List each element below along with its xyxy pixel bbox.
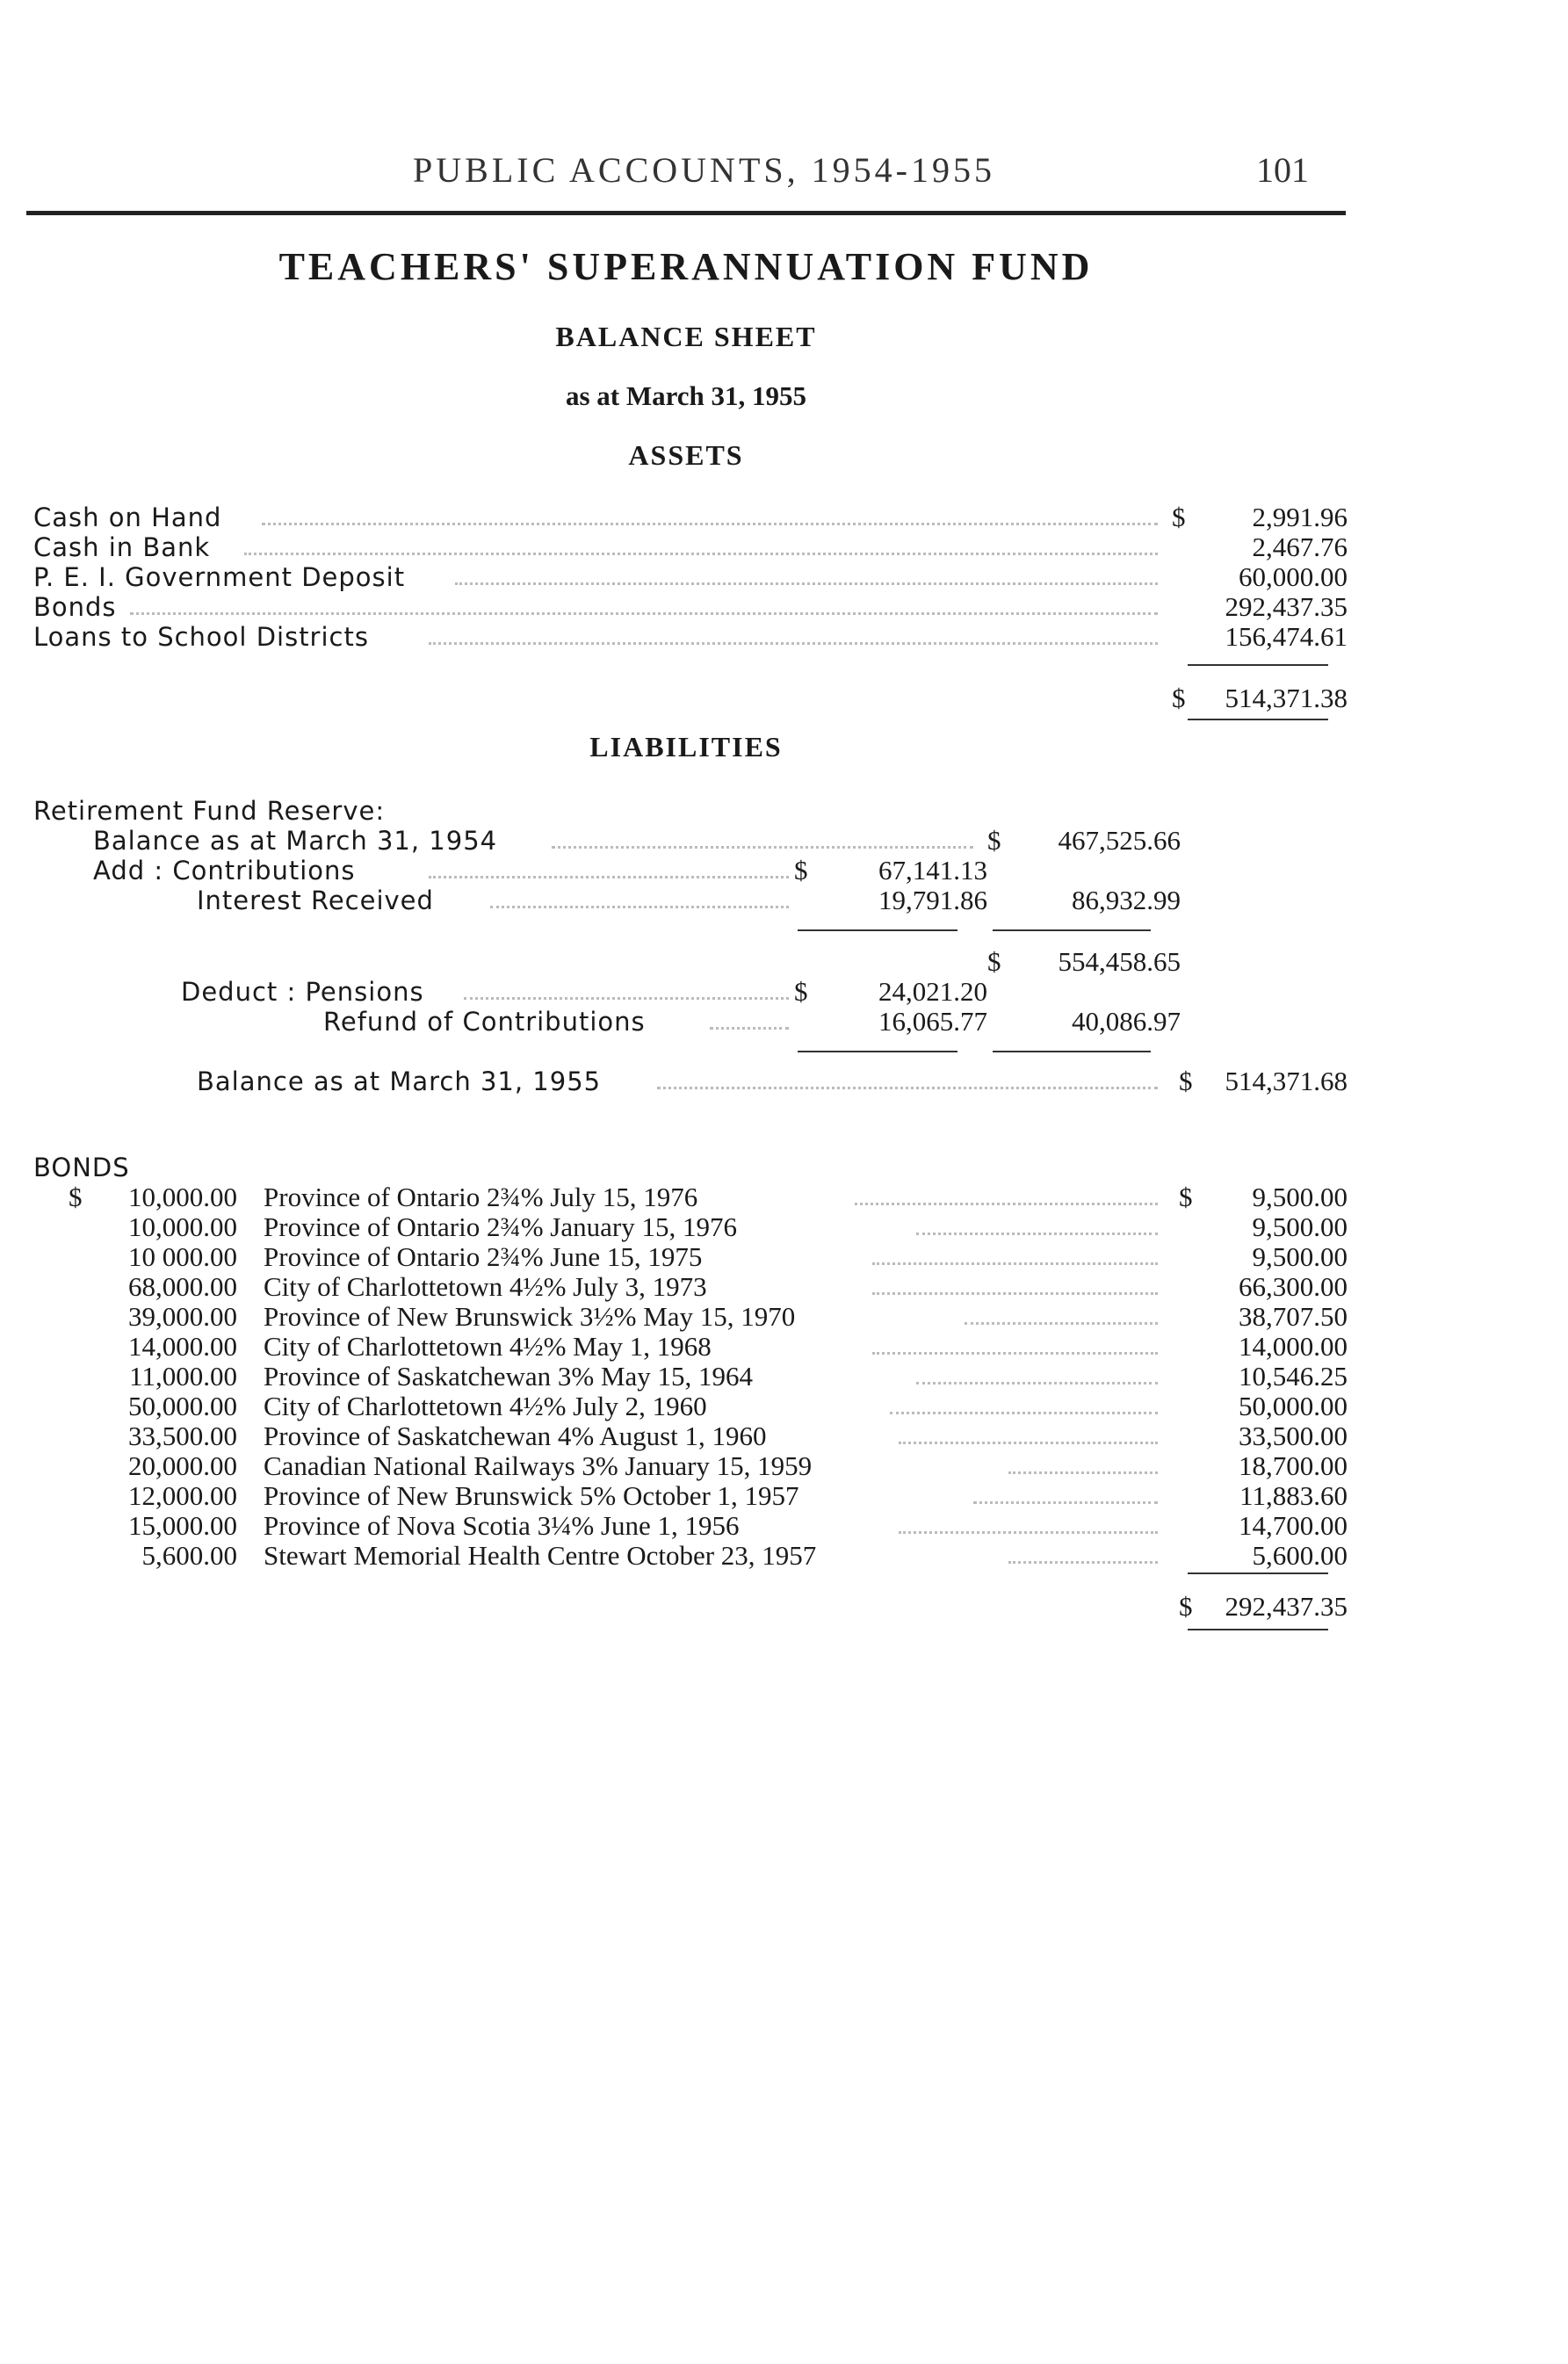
bond-description: Province of Nova Scotia 3¼% June 1, 1956 [264, 1510, 740, 1541]
dot-leader [455, 582, 1158, 585]
bond-book-value: 50,000.00 [1239, 1391, 1348, 1421]
bond-book-value: 38,707.50 [1239, 1301, 1348, 1332]
closing-balance-amount: 514,371.68 [1225, 1066, 1348, 1096]
subtotal-row [33, 947, 1351, 977]
bond-description: Canadian National Railways 3% January 15, 1959 [264, 1450, 813, 1481]
interest-row [33, 886, 1351, 915]
bond-book-value: 33,500.00 [1239, 1421, 1348, 1451]
bond-row [33, 1182, 1351, 1212]
page-number: 101 [1256, 150, 1309, 190]
assets-heading: ASSETS [628, 439, 744, 471]
currency-symbol: $ [1179, 1591, 1193, 1622]
currency-symbol: $ [794, 855, 808, 886]
bond-row [33, 1511, 1351, 1541]
asset-amount: 60,000.00 [1239, 561, 1348, 592]
asset-row [33, 622, 1351, 652]
asset-label: Cash on Hand [33, 502, 222, 532]
contributions-label: Add : Contributions [93, 856, 356, 886]
bond-description: Province of Ontario 2¾% July 15, 1976 [264, 1182, 698, 1212]
dot-leader [464, 997, 789, 1000]
currency-symbol: $ [69, 1182, 83, 1212]
dot-leader [130, 612, 1158, 615]
asset-label: Bonds [33, 592, 117, 622]
bond-row [33, 1332, 1351, 1362]
total-rule [1188, 1572, 1328, 1574]
bond-description: City of Charlottetown 4½% July 2, 1960 [264, 1391, 707, 1421]
asset-amount: 292,437.35 [1225, 591, 1348, 622]
bond-face-value: 5,600.00 [141, 1540, 237, 1571]
reserve-label-row [33, 796, 1351, 826]
bond-face-value: 20,000.00 [128, 1450, 237, 1481]
dot-leader [899, 1442, 1158, 1444]
fund-title: TEACHERS' SUPERANNUATION FUND [278, 245, 1094, 288]
refund-label: Refund of Contributions [323, 1007, 646, 1037]
total-rule [1188, 1629, 1328, 1630]
assets-total-row [33, 683, 1351, 713]
bond-face-value: 50,000.00 [128, 1391, 237, 1421]
bond-description: Province of Saskatchewan 3% May 15, 1964 [264, 1361, 754, 1392]
assets-total: 514,371.38 [1225, 683, 1348, 713]
bond-face-value: 10,000.00 [128, 1182, 237, 1212]
bond-description: City of Charlottetown 4½% July 3, 1973 [264, 1271, 707, 1302]
bonds-total: 292,437.35 [1225, 1591, 1348, 1622]
dot-leader [916, 1233, 1158, 1235]
dot-leader [855, 1203, 1158, 1205]
running-header: PUBLIC ACCOUNTS, 1954-1955 [413, 150, 995, 190]
asset-label: P. E. I. Government Deposit [33, 562, 406, 592]
bond-face-value: 10,000.00 [128, 1211, 237, 1242]
contributions-row [33, 856, 1351, 886]
currency-symbol: $ [1179, 1182, 1193, 1212]
asset-label: Loans to School Districts [33, 622, 369, 652]
asset-row [33, 502, 1351, 532]
asset-row [33, 532, 1351, 562]
bond-row [33, 1272, 1351, 1302]
bond-description: Stewart Memorial Health Centre October 23, 1957 [264, 1540, 817, 1571]
bond-book-value: 9,500.00 [1252, 1241, 1348, 1272]
reserve-label: Retirement Fund Reserve: [33, 796, 386, 826]
bond-row [33, 1541, 1351, 1571]
additions-total: 86,932.99 [1072, 885, 1181, 915]
currency-symbol: $ [987, 946, 1001, 977]
bonds-heading: BONDS [33, 1153, 130, 1182]
bond-row [33, 1451, 1351, 1481]
opening-balance-row [33, 826, 1351, 856]
currency-symbol: $ [1172, 683, 1186, 713]
statement-title: BALANCE SHEET [555, 321, 817, 352]
contributions-amount: 67,141.13 [878, 855, 987, 886]
dot-leader [973, 1501, 1158, 1504]
subtotal-rule [798, 929, 957, 931]
bond-face-value: 15,000.00 [128, 1510, 237, 1541]
dot-leader [710, 1027, 789, 1030]
asset-row [33, 562, 1351, 592]
bond-row [33, 1421, 1351, 1451]
bond-face-value: 39,000.00 [128, 1301, 237, 1332]
bond-book-value: 11,883.60 [1239, 1480, 1348, 1511]
bond-face-value: 33,500.00 [128, 1421, 237, 1451]
subtotal-amount: 554,458.65 [1058, 946, 1181, 977]
dot-leader [244, 553, 1158, 555]
dot-leader [872, 1292, 1158, 1295]
bond-row [33, 1392, 1351, 1421]
bond-book-value: 18,700.00 [1239, 1450, 1348, 1481]
pensions-row [33, 977, 1351, 1007]
bond-face-value: 12,000.00 [128, 1480, 237, 1511]
dot-leader [872, 1262, 1158, 1265]
subtotal-rule [993, 929, 1151, 931]
dot-leader [552, 846, 973, 849]
dot-leader [1008, 1471, 1158, 1474]
total-rule [1188, 664, 1328, 666]
bond-row [33, 1481, 1351, 1511]
bond-description: Province of New Brunswick 3½% May 15, 1970 [264, 1301, 796, 1332]
bond-book-value: 14,000.00 [1239, 1331, 1348, 1362]
dot-leader [890, 1412, 1158, 1414]
deductions-total: 40,086.97 [1072, 1006, 1181, 1037]
header-rule [26, 211, 1346, 215]
bond-book-value: 14,700.00 [1239, 1510, 1348, 1541]
asset-amount: 156,474.61 [1225, 621, 1348, 652]
currency-symbol: $ [1179, 1066, 1193, 1096]
dot-leader [490, 906, 789, 908]
bond-row [33, 1302, 1351, 1332]
currency-symbol: $ [1172, 502, 1186, 532]
dot-leader [429, 642, 1158, 645]
asset-row [33, 592, 1351, 622]
bonds-heading-row [33, 1153, 1351, 1182]
bond-book-value: 10,546.25 [1239, 1361, 1348, 1392]
bond-row [33, 1362, 1351, 1392]
bond-description: Province of Ontario 2¾% January 15, 1976 [264, 1211, 737, 1242]
currency-symbol: $ [794, 976, 808, 1007]
asset-label: Cash in Bank [33, 532, 211, 562]
dot-leader [657, 1087, 1158, 1089]
closing-balance-label: Balance as at March 31, 1955 [197, 1066, 602, 1096]
bond-description: Province of Ontario 2¾% June 15, 1975 [264, 1241, 703, 1272]
pensions-label: Deduct : Pensions [181, 977, 424, 1007]
closing-balance-row [33, 1066, 1351, 1096]
dot-leader [916, 1382, 1158, 1384]
bond-face-value: 10 000.00 [128, 1241, 237, 1272]
asset-amount: 2,991.96 [1252, 502, 1348, 532]
bond-face-value: 68,000.00 [128, 1271, 237, 1302]
currency-symbol: $ [987, 825, 1001, 856]
bonds-total-row [33, 1592, 1351, 1622]
asset-amount: 2,467.76 [1252, 531, 1348, 562]
bond-description: Province of New Brunswick 5% October 1, 1957 [264, 1480, 799, 1511]
refund-amount: 16,065.77 [878, 1006, 987, 1037]
total-rule [1188, 719, 1328, 720]
opening-balance-label: Balance as at March 31, 1954 [93, 826, 498, 856]
bond-face-value: 11,000.00 [129, 1361, 237, 1392]
dot-leader [965, 1322, 1158, 1325]
subtotal-rule [993, 1051, 1151, 1052]
dot-leader [872, 1352, 1158, 1355]
dot-leader [429, 876, 789, 878]
dot-leader [262, 523, 1158, 525]
bond-face-value: 14,000.00 [128, 1331, 237, 1362]
pensions-amount: 24,021.20 [878, 976, 987, 1007]
refund-row [33, 1007, 1351, 1037]
interest-label: Interest Received [197, 886, 434, 915]
bond-description: City of Charlottetown 4½% May 1, 1968 [264, 1331, 712, 1362]
interest-amount: 19,791.86 [878, 885, 987, 915]
liabilities-heading: LIABILITIES [589, 731, 783, 763]
subtotal-rule [798, 1051, 957, 1052]
bond-description: Province of Saskatchewan 4% August 1, 1960 [264, 1421, 767, 1451]
bond-book-value: 9,500.00 [1252, 1182, 1348, 1212]
bond-row [33, 1242, 1351, 1272]
bond-row [33, 1212, 1351, 1242]
bond-book-value: 9,500.00 [1252, 1211, 1348, 1242]
opening-balance-amount: 467,525.66 [1058, 825, 1181, 856]
bond-book-value: 5,600.00 [1252, 1540, 1348, 1571]
dot-leader [1008, 1561, 1158, 1564]
dot-leader [899, 1531, 1158, 1534]
bond-book-value: 66,300.00 [1239, 1271, 1348, 1302]
statement-date: as at March 31, 1955 [565, 380, 807, 411]
